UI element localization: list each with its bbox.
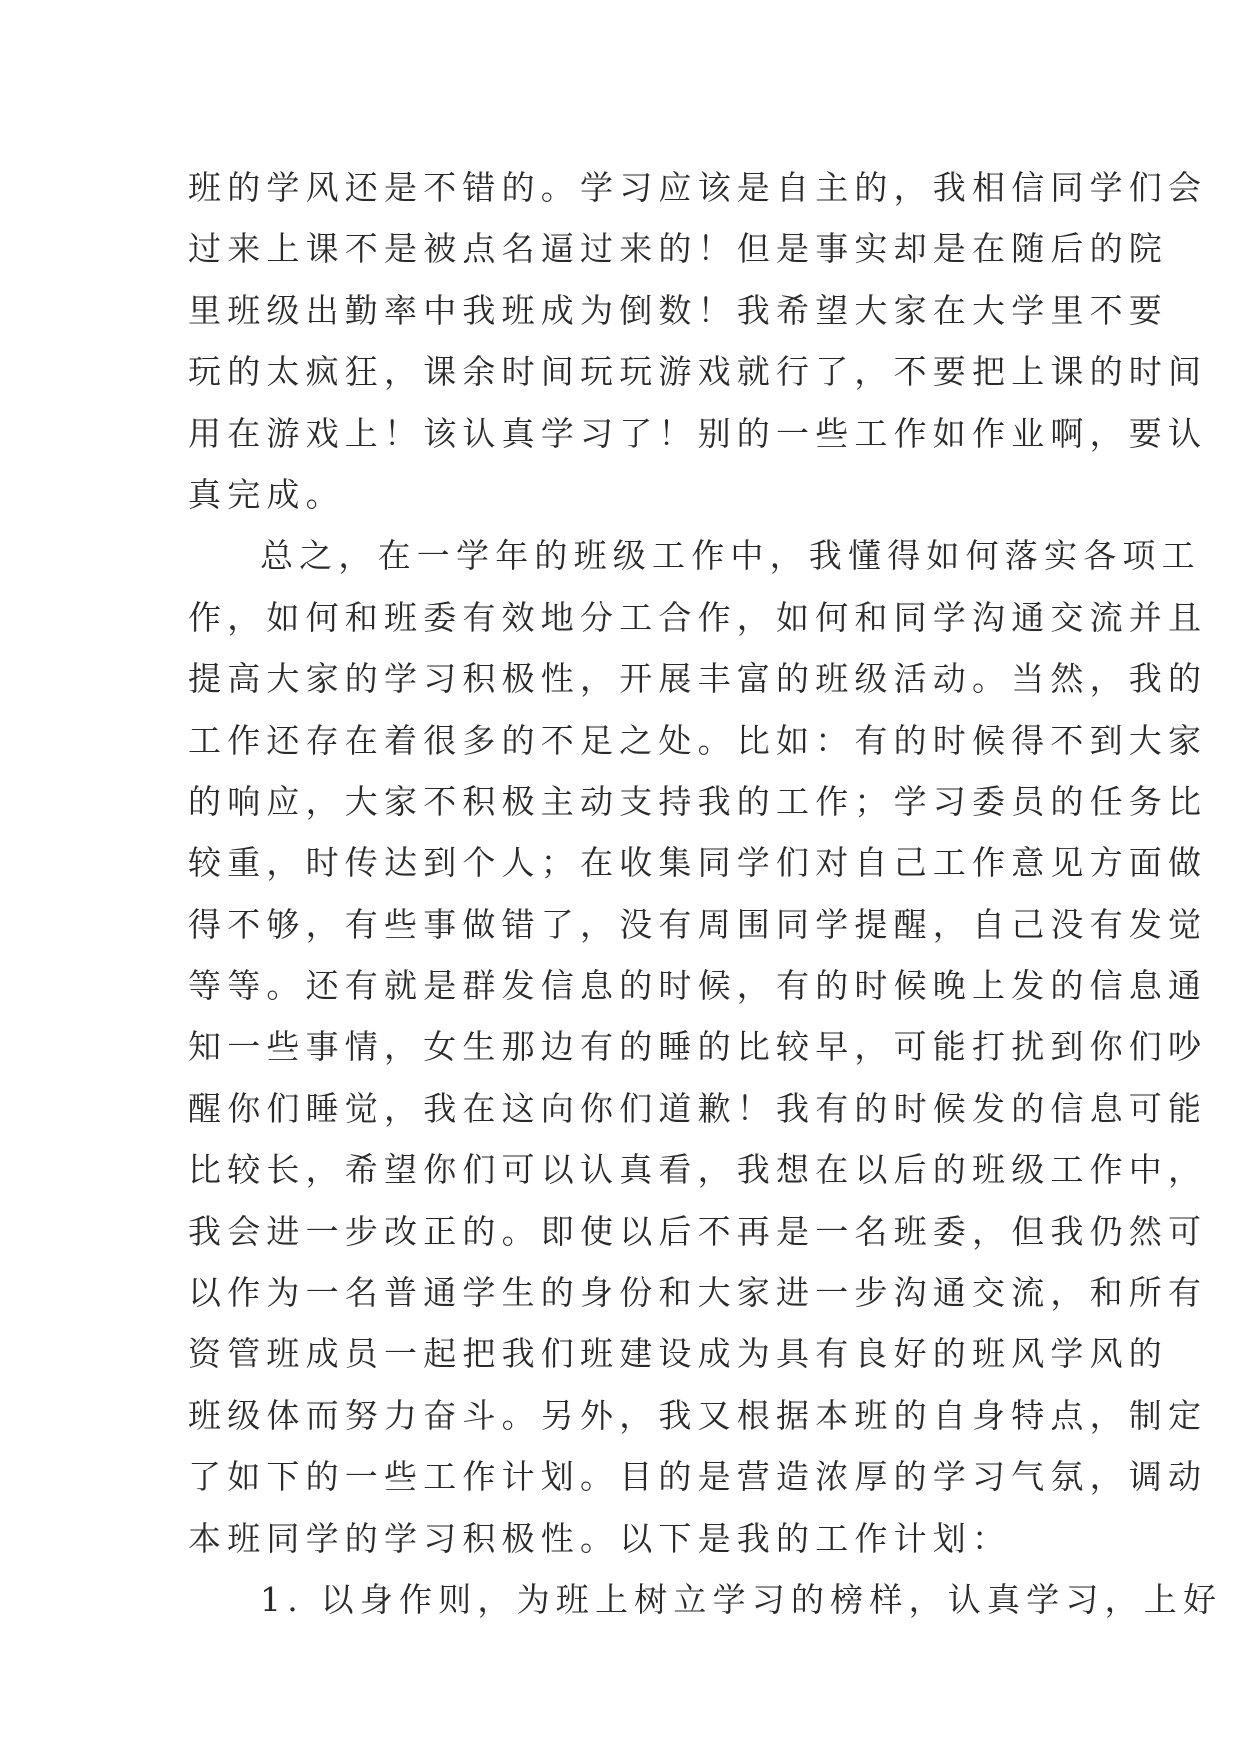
- text-line: 班级体而努力奋斗。另外，我又根据本班的自身特点，制定: [188, 1395, 1208, 1435]
- text-line: 的响应，大家不积极主动支持我的工作；学习委员的任务比: [188, 781, 1208, 821]
- text-line: 提高大家的学习积极性，开展丰富的班级活动。当然，我的: [188, 659, 1208, 699]
- text-line: 我会进一步改正的。即使以后不再是一名班委，但我仍然可: [188, 1211, 1208, 1251]
- text-line: 资管班成员一起把我们班建设成为具有良好的班风学风的: [188, 1334, 1168, 1374]
- text-line: 得不够，有些事做错了，没有周围同学提醒，自己没有发觉: [188, 904, 1208, 944]
- text-line: 醒你们睡觉，我在这向你们道歉！我有的时候发的信息可能: [188, 1088, 1208, 1128]
- text-line: 真完成。: [188, 474, 345, 514]
- text-line: 用在游戏上！该认真学习了！别的一些工作如作业啊，要认: [188, 413, 1208, 453]
- text-line: 里班级出勤率中我班成为倒数！我希望大家在大学里不要: [188, 290, 1168, 330]
- paragraph-first-line: 总之，在一学年的班级工作中，我懂得如何落实各项工: [260, 536, 1201, 576]
- text-line: 过来上课不是被点名逼过来的！但是事实却是在随后的院: [188, 229, 1168, 269]
- text-line: 等等。还有就是群发信息的时候，有的时候晚上发的信息通: [188, 966, 1208, 1006]
- text-line: 比较长，希望你们可以认真看，我想在以后的班级工作中，: [188, 1150, 1208, 1190]
- list-item: 1. 以身作则，为班上树立学习的榜样，认真学习，上好: [260, 1579, 1223, 1619]
- text-line: 较重，时传达到个人；在收集同学们对自己工作意见方面做: [188, 843, 1208, 883]
- text-line: 玩的太疯狂，课余时间玩玩游戏就行了，不要把上课的时间: [188, 352, 1208, 392]
- text-line: 工作还存在着很多的不足之处。比如：有的时候得不到大家: [188, 720, 1208, 760]
- text-line: 以作为一名普通学生的身份和大家进一步沟通交流，和所有: [188, 1273, 1208, 1313]
- text-line: 了如下的一些工作计划。目的是营造浓厚的学习气氛，调动: [188, 1457, 1208, 1497]
- text-line: 班的学风还是不错的。学习应该是自主的，我相信同学们会: [188, 168, 1208, 207]
- text-line: 本班同学的学习积极性。以下是我的工作计划：: [188, 1518, 1012, 1558]
- text-line: 作，如何和班委有效地分工合作，如何和同学沟通交流并且: [188, 597, 1208, 637]
- body-text: [188, 157, 1223, 1630]
- text-line: 知一些事情，女生那边有的睡的比较早，可能打扰到你们吵: [188, 1027, 1208, 1067]
